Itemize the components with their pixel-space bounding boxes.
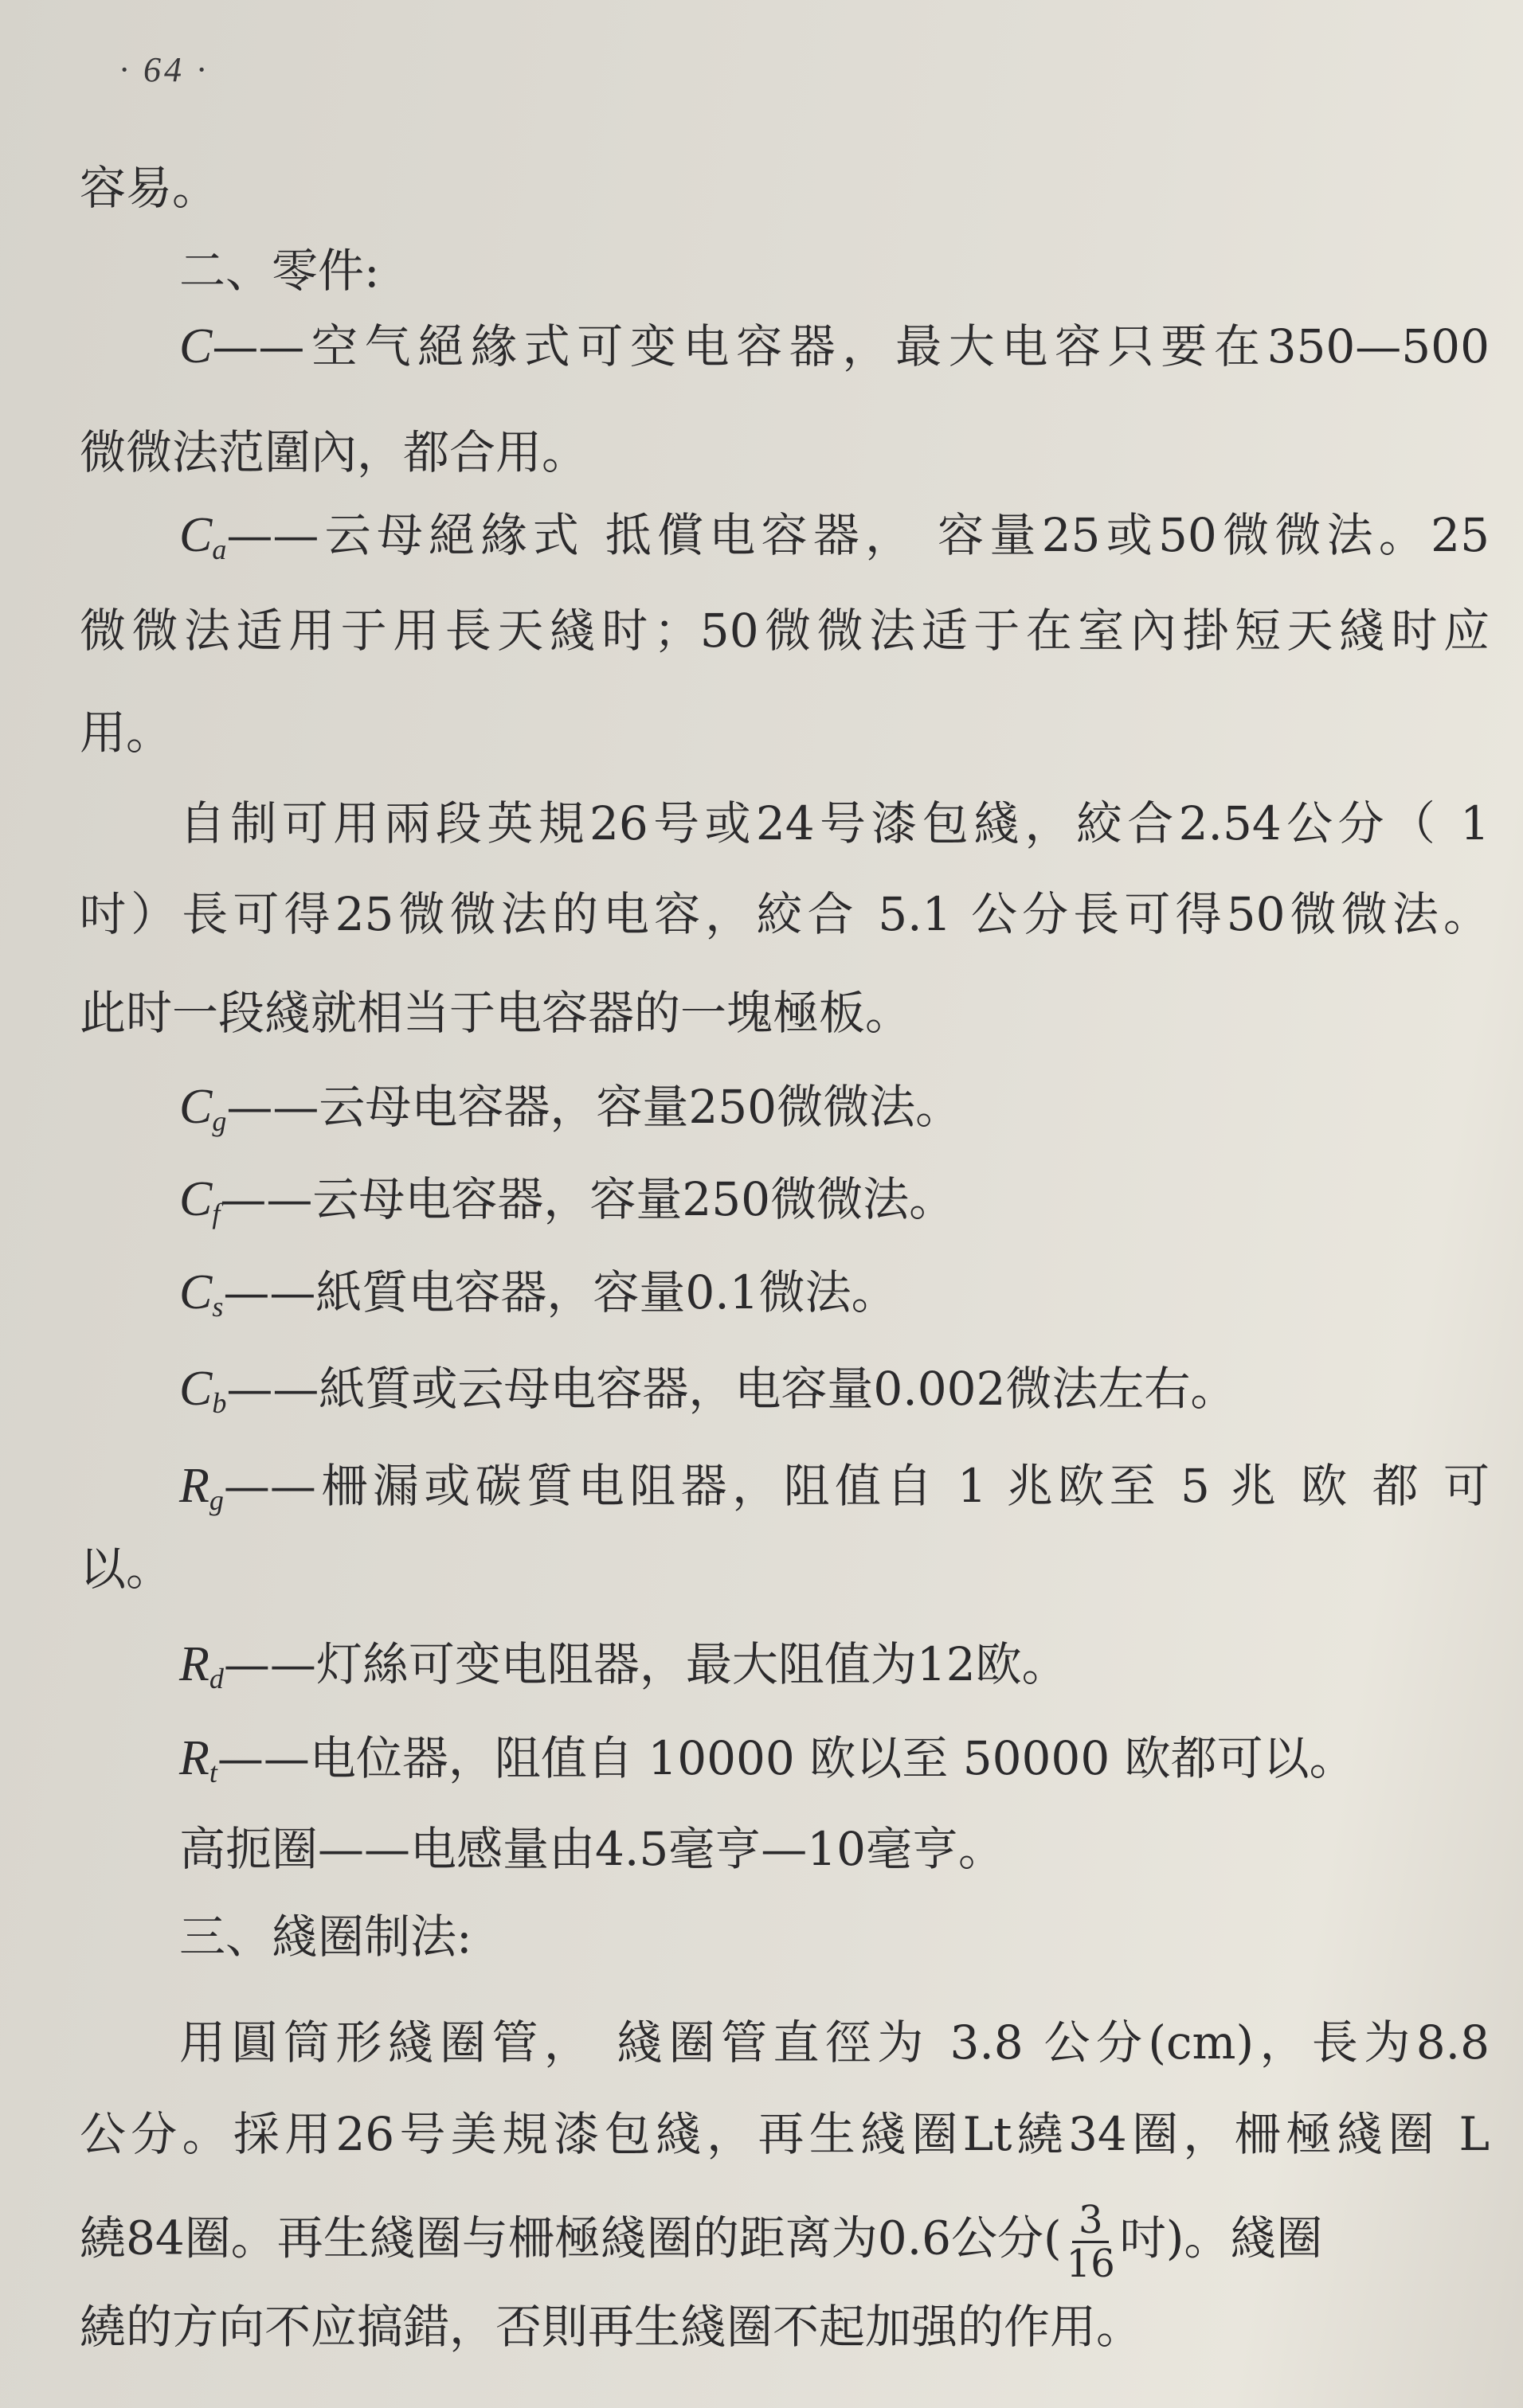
component-symbol: C	[179, 319, 213, 373]
text-line: 高扼圈——电感量由4.5毫亨—10毫亨。	[179, 1822, 1005, 1876]
text-segment: 吋)。綫圈	[1119, 2211, 1323, 2265]
text-line: 容易。	[80, 161, 219, 215]
text-line: 用圓筒形綫圈管， 綫圈管直徑为 3.8 公分(cm)，長为8.8	[179, 2015, 1490, 2070]
text-line	[179, 1075, 1490, 1153]
component-symbol: C	[179, 1080, 213, 1134]
component-symbol: C	[179, 1362, 213, 1416]
symbol-subscript: t	[209, 1757, 217, 1788]
text-line	[179, 1357, 1490, 1435]
symbol-subscript: s	[212, 1291, 224, 1323]
text-segment: 繞84圈。再生綫圈与柵極綫圈的距离为0.6公分(	[80, 2211, 1062, 2265]
page-number: · 64 ·	[119, 50, 209, 89]
text-line: 用。	[80, 706, 173, 760]
section-heading: 三、綫圈制法:	[179, 1910, 472, 1964]
section-heading: 二、零件:	[179, 244, 380, 298]
symbol-subscript: g	[212, 1105, 227, 1137]
text-line: 公分。採用26号美規漆包綫，再生綫圈Lt繞34圈，柵極綫圈 L	[80, 2107, 1490, 2161]
text-line: 微微法适用于用長天綫时；50微微法适于在室內掛短天綫时应	[80, 604, 1490, 658]
fraction-numerator: 3	[1072, 2199, 1110, 2243]
symbol-subscript: f	[212, 1198, 221, 1229]
symbol-subscript: g	[209, 1484, 224, 1516]
text-line	[179, 1167, 1490, 1245]
text-line	[179, 1726, 1490, 1804]
component-symbol: C	[179, 508, 213, 562]
text-line: 繞的方向不应搞錯，否則再生綫圈不起加强的作用。	[80, 2300, 1143, 2354]
text-segment: ——电位器，阻值自 10000 欧以至 50000 欧都可以。	[217, 1731, 1356, 1785]
fraction-denominator: 16	[1066, 2242, 1115, 2286]
text-segment: ——柵漏或碳質电阻器，阻值自 1 兆欧至 5 兆 欧 都 可	[223, 1459, 1490, 1513]
text-line	[80, 2199, 1490, 2285]
text-segment: ——紙質或云母电容器，电容量0.002微法左右。	[226, 1362, 1237, 1416]
text-segment: ——云母絕緣式 抵償电容器， 容量25或50微微法。25	[226, 508, 1490, 562]
text-line	[179, 315, 1490, 378]
component-symbol: R	[179, 1731, 209, 1785]
text-line: 以。	[80, 1542, 173, 1596]
text-segment: ——空气絕緣式可变电容器，最大电容只要在350—500	[212, 319, 1490, 373]
text-line	[179, 1632, 1490, 1710]
text-line	[179, 1261, 1490, 1339]
text-segment: ——云母电容器，容量250微微法。	[226, 1080, 962, 1134]
symbol-subscript: a	[212, 534, 227, 565]
text-line: 此时一段綫就相当于电容器的一塊極板。	[80, 986, 912, 1040]
text-segment: ——紙質电容器，容量0.1微法。	[223, 1265, 898, 1319]
text-line: 吋）長可得25微微法的电容，絞合 5.1 公分長可得50微微法。	[80, 887, 1490, 941]
text-segment: ——云母电容器，容量250微微法。	[220, 1172, 956, 1226]
fraction	[1067, 2199, 1115, 2285]
text-line	[179, 1454, 1490, 1532]
component-symbol: R	[179, 1637, 209, 1691]
component-symbol: C	[179, 1265, 213, 1319]
component-symbol: R	[179, 1459, 209, 1513]
symbol-subscript: b	[212, 1387, 227, 1419]
text-segment: ——灯絲可变电阻器，最大阻值为12欧。	[223, 1637, 1068, 1691]
component-symbol: C	[179, 1172, 213, 1226]
text-line: 微微法范圍內，都合用。	[80, 425, 589, 479]
text-line: 自制可用兩段英規26号或24号漆包綫，絞合2.54公分（ 1	[179, 796, 1490, 850]
text-line	[179, 503, 1490, 581]
symbol-subscript: d	[209, 1663, 224, 1695]
